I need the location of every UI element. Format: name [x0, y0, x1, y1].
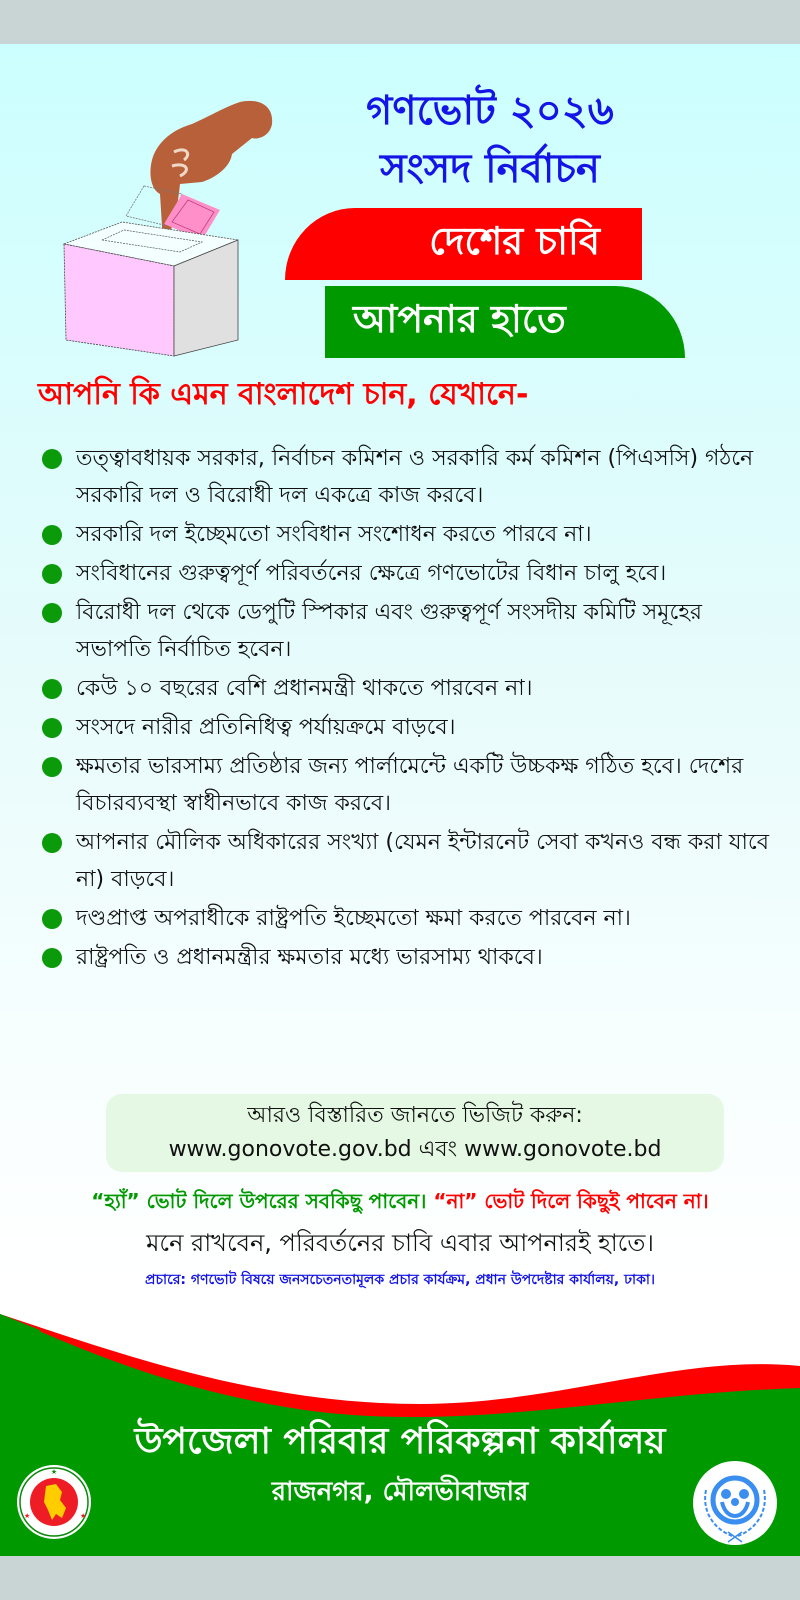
- website-link-bd[interactable]: www.gonovote.bd: [464, 1137, 662, 1162]
- svg-text:★: ★: [24, 1512, 31, 1520]
- bullet-item: ক্ষমতার ভারসাম্য প্রতিষ্ঠার জন্য পার্লামেন্টে একটি উচ্চকক্ষ গঠিত হবে। দেশের বিচারব্যবস্থা স্বাধীনভাবে কাজ করবে।: [42, 748, 782, 822]
- green-dot-icon: [42, 525, 62, 545]
- more-info-label: আরও বিস্তারিত জানতে ভিজিট করুন:: [247, 1103, 583, 1128]
- bullet-item: সংসদে নারীর প্রতিনিধিত্ব পর্যায়ক্রমে বাড়বে।: [42, 709, 782, 746]
- bullet-item: সংবিধানের গুরুত্বপূর্ণ পরিবর্তনের ক্ষেত্রে গণভোটের বিধান চালু হবে।: [42, 555, 782, 592]
- footer-office-name: উপজেলা পরিবার পরিকল্পনা কার্যালয়: [134, 1421, 666, 1462]
- more-info-box: [106, 1094, 724, 1172]
- green-dot-icon: [42, 833, 62, 853]
- slogan-red-banner: [285, 208, 642, 280]
- bullet-item: তত্ত্বাবধায়ক সরকার, নির্বাচন কমিশন ও সরকারি কর্ম কমিশন (পিএসসি) গঠনে সরকারি দল ও বিরোধী দল একত্রে কাজ করবে।: [42, 440, 782, 514]
- ballot-box-hand-icon: [62, 94, 282, 364]
- family-planning-logo-icon: [692, 1460, 778, 1546]
- footer-sponsor: [0, 1374, 800, 1556]
- bullet-item: রাষ্ট্রপতি ও প্রধানমন্ত্রীর ক্ষমতার মধ্যে ভারসাম্য থাকবে।: [42, 939, 782, 976]
- bullet-item: দণ্ডপ্রাপ্ত অপরাধীকে রাষ্ট্রপতি ইচ্ছেমতো ক্ষমা করতে পারবেন না।: [42, 900, 782, 937]
- gonovote-banner: [0, 44, 800, 1556]
- green-dot-icon: [42, 679, 62, 699]
- bullet-item: কেউ ১০ বছরের বেশি প্রধানমন্ত্রী থাকতে পারবেন না।: [42, 670, 782, 707]
- campaign-credit: প্রচারে: গণভোট বিষয়ে জনসচেতনতামূলক প্রচার কার্যক্রম, প্রধান উপদেষ্টার কার্যালয়, ঢাকা।: [145, 1272, 655, 1288]
- title-parliament-election: সংসদ নির্বাচন: [380, 146, 600, 192]
- yes-no-vote-line: [20, 1186, 780, 1216]
- no-vote-text: “না” ভোট দিলে কিছুই পাবেন না।: [426, 1189, 709, 1213]
- slogan-country-key: দেশের চাবি: [429, 219, 600, 263]
- slogan-in-your-hands: আপনার হাতে: [353, 297, 566, 341]
- footer-location: রাজনগর, মৌলভীবাজার: [271, 1477, 529, 1507]
- conjunction-text: এবং: [411, 1137, 465, 1162]
- footer-campaign-label: প্রচারে:: [361, 1379, 439, 1409]
- svg-text:★: ★: [80, 1512, 87, 1520]
- slogan-green-banner: [325, 286, 685, 358]
- green-dot-icon: [42, 603, 62, 623]
- green-dot-icon: [42, 948, 62, 968]
- green-dot-icon: [42, 757, 62, 777]
- svg-text:★: ★: [50, 1468, 58, 1476]
- yes-vote-text: “হ্যাঁ” ভোট দিলে উপরের সবকিছু পাবেন।: [91, 1189, 427, 1213]
- website-links: [106, 1133, 724, 1167]
- green-dot-icon: [42, 718, 62, 738]
- bullet-item: সরকারি দল ইচ্ছেমতো সংবিধান সংশোধন করতে পারবে না।: [42, 516, 782, 553]
- green-dot-icon: [42, 564, 62, 584]
- green-dot-icon: [42, 449, 62, 469]
- government-seal-icon: [16, 1464, 92, 1540]
- remember-text: মনে রাখবেন, পরিবর্তনের চাবি এবার আপনারই হাতে।: [146, 1229, 654, 1257]
- reform-bullet-list: [42, 440, 782, 978]
- bullet-item: বিরোধী দল থেকে ডেপুটি স্পিকার এবং গুরুত্বপূর্ণ সংসদীয় কমিটি সমূহের সভাপতি নির্বাচিত হবেন।: [42, 594, 782, 668]
- green-dot-icon: [42, 909, 62, 929]
- website-link-gov[interactable]: www.gonovote.gov.bd: [168, 1137, 412, 1162]
- bullet-item: আপনার মৌলিক অধিকারের সংখ্যা (যেমন ইন্টারনেট সেবা কখনও বন্ধ করা যাবে না) বাড়বে।: [42, 824, 782, 898]
- question-heading: আপনি কি এমন বাংলাদেশ চান, যেখানে-: [38, 377, 529, 412]
- title-gonovote-2026: গণভোট ২০২৬: [366, 88, 614, 134]
